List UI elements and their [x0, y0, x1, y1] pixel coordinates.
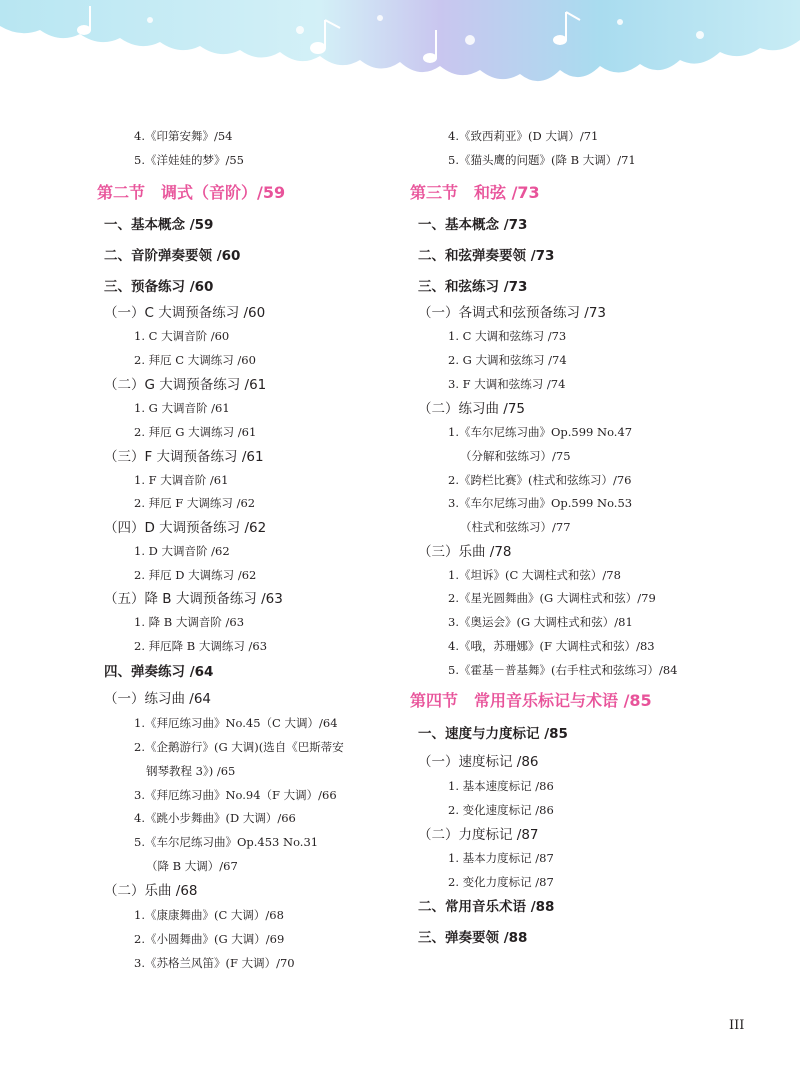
toc-item-entry: 2. G 大调和弦练习 /74 — [448, 353, 567, 367]
toc-section-heading: 第四节 常用音乐标记与术语 /85 — [410, 691, 652, 710]
toc-subsection-entry: （二）G 大调预备练习 /61 — [104, 377, 267, 393]
toc-subsection-entry: （一）练习曲 /64 — [104, 691, 212, 707]
toc-item-entry: 2. 拜厄 D 大调练习 /62 — [134, 568, 257, 582]
toc-item-entry: 4.《致西莉亚》(D 大调）/71 — [448, 129, 599, 143]
toc-item-entry: 1. G 大调音阶 /61 — [134, 401, 230, 415]
toc-subsection-entry: （三）乐曲 /78 — [418, 544, 512, 560]
toc-subsection-entry: （二）力度标记 /87 — [418, 827, 539, 843]
toc-subsection-entry: （三）F 大调预备练习 /61 — [104, 449, 264, 465]
toc-item-entry: 1. C 大调和弦练习 /73 — [448, 329, 567, 343]
toc-subsection-entry: （一）速度标记 /86 — [418, 754, 539, 770]
toc-subsection-entry: （四）D 大调预备练习 /62 — [104, 520, 267, 536]
toc-item-entry: 2.《跨栏比赛》(柱式和弦练习）/76 — [448, 473, 632, 487]
toc-chapter-entry: 二、常用音乐术语 /88 — [418, 899, 555, 915]
toc-item-entry: （柱式和弦练习）/77 — [460, 520, 571, 534]
toc-item-entry: 2.《企鹅游行》(G 大调)(选自《巴斯蒂安 — [134, 740, 344, 754]
toc-chapter-entry: 一、速度与力度标记 /85 — [418, 726, 568, 742]
toc-item-entry: 3.《拜厄练习曲》No.94（F 大调）/66 — [134, 788, 337, 802]
toc-item-entry: 4.《哦，苏珊娜》(F 大调柱式和弦）/83 — [448, 639, 655, 653]
toc-item-entry: 1. 基本力度标记 /87 — [448, 851, 554, 865]
toc-item-entry: 2. 拜厄 F 大调练习 /62 — [134, 496, 256, 510]
toc-section-heading: 第二节 调式（音阶）/59 — [97, 183, 286, 202]
toc-item-entry: 1. 降 B 大调音阶 /63 — [134, 615, 245, 629]
toc-chapter-entry: 二、音阶弹奏要领 /60 — [104, 248, 241, 264]
toc-subsection-entry: （一）C 大调预备练习 /60 — [104, 305, 266, 321]
toc-item-entry: 1. F 大调音阶 /61 — [134, 473, 229, 487]
toc-item-entry: 4.《跳小步舞曲》(D 大调）/66 — [134, 811, 296, 825]
toc-item-entry: 2. 拜厄 G 大调练习 /61 — [134, 425, 257, 439]
toc-subsection-entry: （二）乐曲 /68 — [104, 883, 198, 899]
toc-item-entry: 1.《坦诉》(C 大调柱式和弦）/78 — [448, 568, 621, 582]
toc-chapter-entry: 三、和弦练习 /73 — [418, 279, 528, 295]
toc-item-entry: 2.《星光圆舞曲》(G 大调柱式和弦）/79 — [448, 591, 656, 605]
toc-item-entry: 3.《奥运会》(G 大调柱式和弦）/81 — [448, 615, 633, 629]
toc-item-entry: 3. F 大调和弦练习 /74 — [448, 377, 566, 391]
toc-chapter-entry: 四、弹奏练习 /64 — [104, 664, 214, 680]
toc-item-entry: 5.《车尔尼练习曲》Op.453 No.31 — [134, 835, 319, 849]
toc-chapter-entry: 二、和弦弹奏要领 /73 — [418, 248, 555, 264]
toc-chapter-entry: 三、预备练习 /60 — [104, 279, 214, 295]
toc-item-entry: 1. D 大调音阶 /62 — [134, 544, 230, 558]
toc-subsection-entry: （一）各调式和弦预备练习 /73 — [418, 305, 607, 321]
toc-chapter-entry: 一、基本概念 /73 — [418, 217, 528, 233]
toc-item-entry: 1.《车尔尼练习曲》Op.599 No.47 — [448, 425, 633, 439]
toc-item-entry: 5.《洋娃娃的梦》/55 — [134, 153, 244, 167]
toc-chapter-entry: 一、基本概念 /59 — [104, 217, 214, 233]
toc-chapter-entry: 三、弹奏要领 /88 — [418, 930, 528, 946]
toc-item-entry: 2. 拜厄降 B 大调练习 /63 — [134, 639, 268, 653]
toc-item-entry: 2.《小圆舞曲》(G 大调）/69 — [134, 932, 285, 946]
toc-item-entry: 2. 变化速度标记 /86 — [448, 803, 554, 817]
toc-item-entry: 1. C 大调音阶 /60 — [134, 329, 230, 343]
toc-item-entry: 5.《霍基－普基舞》(右手柱式和弦练习）/84 — [448, 663, 678, 677]
page-number: III — [729, 1018, 745, 1033]
toc-item-entry: 3.《苏格兰风笛》(F 大调）/70 — [134, 956, 295, 970]
toc-item-entry: 3.《车尔尼练习曲》Op.599 No.53 — [448, 496, 633, 510]
toc-item-entry: 1.《拜厄练习曲》No.45（C 大调）/64 — [134, 716, 338, 730]
toc-item-entry: 2. 拜厄 C 大调练习 /60 — [134, 353, 256, 367]
toc-item-entry: （分解和弦练习）/75 — [460, 449, 571, 463]
toc-item-entry: 1. 基本速度标记 /86 — [448, 779, 554, 793]
toc-item-entry: 1.《康康舞曲》(C 大调）/68 — [134, 908, 284, 922]
toc-subsection-entry: （二）练习曲 /75 — [418, 401, 526, 417]
toc-item-entry: 钢琴教程 3》) /65 — [146, 764, 236, 778]
toc-section-heading: 第三节 和弦 /73 — [410, 183, 540, 202]
toc-item-entry: 4.《印第安舞》/54 — [134, 129, 233, 143]
toc-item-entry: （降 B 大调）/67 — [146, 859, 238, 873]
toc-subsection-entry: （五）降 B 大调预备练习 /63 — [104, 591, 283, 607]
toc-item-entry: 2. 变化力度标记 /87 — [448, 875, 554, 889]
toc-item-entry: 5.《猫头鹰的问题》(降 B 大调）/71 — [448, 153, 636, 167]
